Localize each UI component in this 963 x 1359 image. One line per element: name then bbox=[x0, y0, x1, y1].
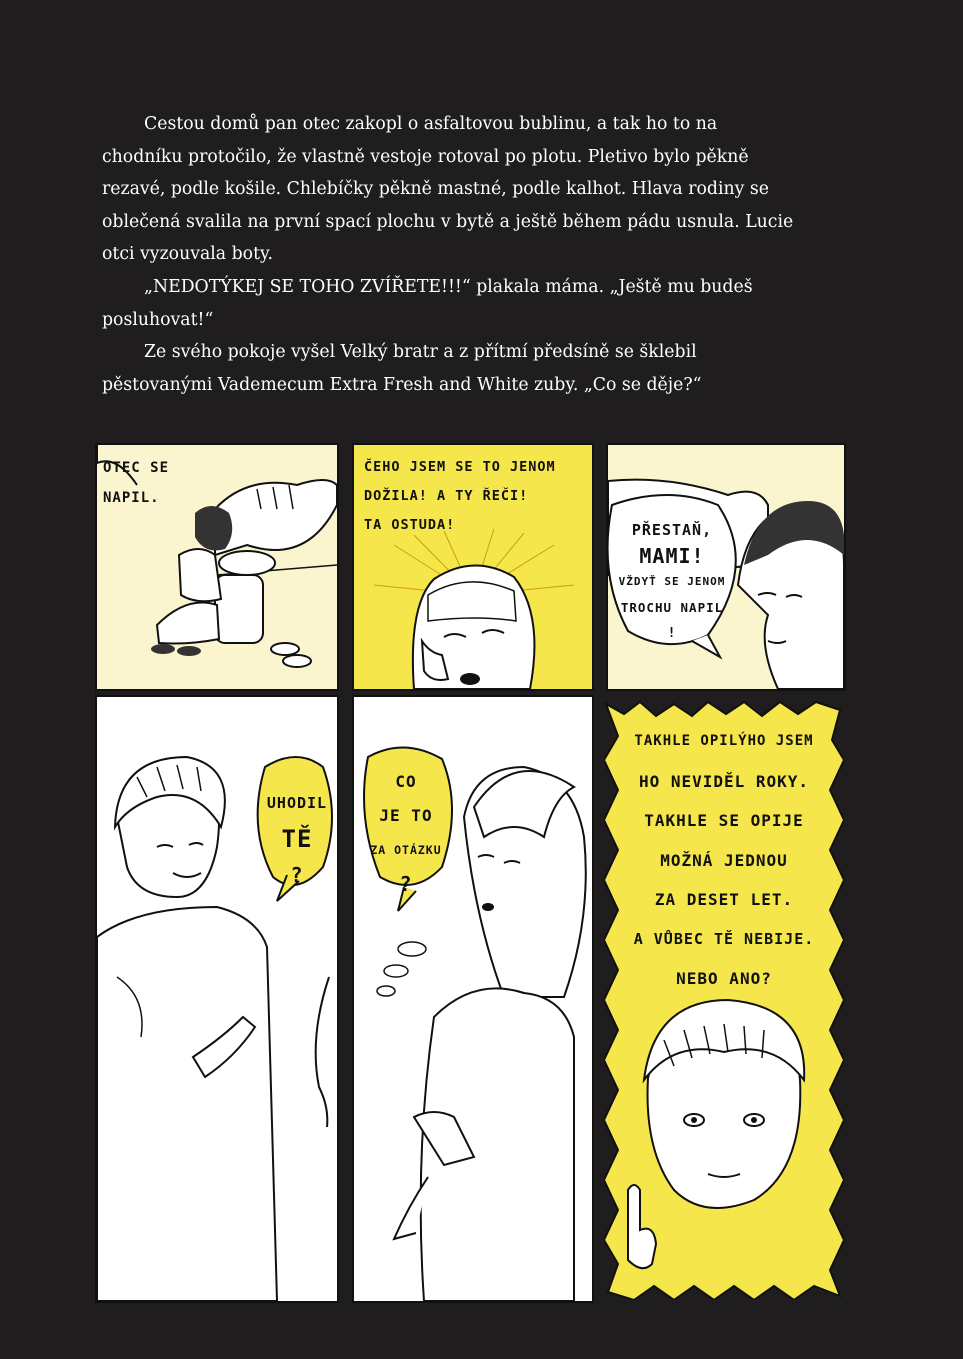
prose-text bbox=[102, 108, 802, 401]
speech-text-panel-3: PŘESTAŇ, MAMI! VŽDYŤ SE JENOM TROCHU NAPIL ! bbox=[618, 521, 726, 641]
speech-text-panel-1: OTEC SE NAPIL. bbox=[103, 460, 170, 506]
comic-panel-5 bbox=[352, 695, 594, 1303]
prose-paragraph-1: Cestou domů pan otec zakopl o asfaltovou bublinu, a tak ho to na chodníku protočilo, že vlastně vestoje rotoval po plotu. Pletivo bylo pěkně rezavé, podle košile. Chlebíčky pěkně mastné, podle kalhot. Hlava rodiny se oblečená svalila na první spací plochu v bytě a ještě během pádu usnula. Lucie otci vyzouvala boty. bbox=[102, 114, 794, 265]
comic-panel-1 bbox=[95, 443, 339, 691]
speech-text-panel-4: UHODIL TĚ ? bbox=[266, 794, 328, 887]
comic-panel-3 bbox=[606, 443, 846, 691]
prose-paragraph-2: „NEDOTÝKEJ SE TOHO ZVÍŘETE!!!“ plakala máma. „Ještě mu budeš posluhovat!“ bbox=[102, 276, 753, 330]
speech-text-panel-6: TAKHLE OPILÝHO JSEM HO NEVIDĚL ROKY. TAKHLE SE OPIJE MOŽNÁ JEDNOU ZA DESET LET. A VŮBEC TĚ NEBIJE. NEBO ANO? bbox=[633, 733, 815, 988]
speech-text-panel-2: ČEHO JSEM SE TO JENOM DOŽILA! A TY ŘEČI! TA OSTUDA! bbox=[364, 459, 556, 533]
comic-panel-2 bbox=[352, 443, 594, 691]
prose-paragraph-3: Ze svého pokoje vyšel Velký bratr a z přítmí předsíně se šklebil pěstovanými Vademecum Extra Fresh and White zuby. „Co se děje?“ bbox=[102, 342, 702, 395]
speech-text-panel-5: CO JE TO ZA OTÁZKU ? bbox=[370, 772, 442, 896]
comic-panel-4 bbox=[95, 695, 339, 1303]
